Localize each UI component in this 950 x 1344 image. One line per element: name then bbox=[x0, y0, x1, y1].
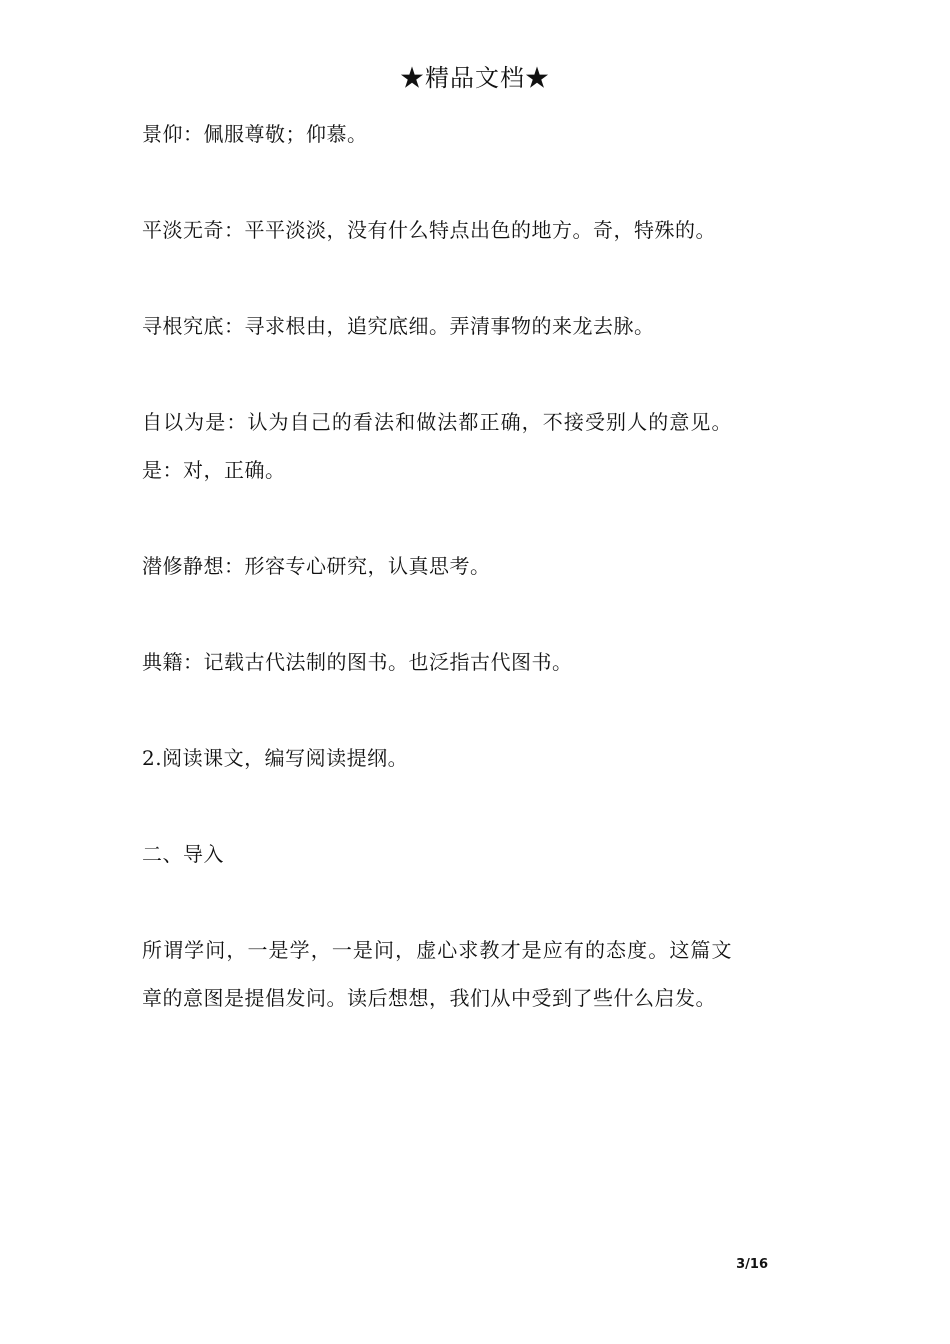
paragraph-xungenjiudi: 寻根究底：寻求根由，追究底细。弄清事物的来龙去脉。 bbox=[142, 314, 655, 338]
document-header-title: ★精品文档★ bbox=[400, 64, 550, 92]
paragraph-ziyiweishi: 自以为是：认为自己的看法和做法都正确，不接受别人的意见。是：对，正确。 bbox=[142, 410, 732, 482]
page-number: 3/16 bbox=[736, 1257, 768, 1272]
section-heading-introduction: 二、导入 bbox=[142, 842, 224, 866]
document-body bbox=[142, 110, 732, 1070]
paragraph-qianxiujingxiang: 潜修静想：形容专心研究，认真思考。 bbox=[142, 554, 491, 578]
paragraph-pingdanwuqi: 平淡无奇：平平淡淡，没有什么特点出色的地方。奇，特殊的。 bbox=[142, 218, 716, 242]
paragraph-jingyang: 景仰：佩服尊敬；仰慕。 bbox=[142, 122, 368, 146]
paragraph-reading-outline: 2.阅读课文，编写阅读提纲。 bbox=[142, 746, 409, 770]
paragraph-introduction-text: 所谓学问，一是学，一是问，虚心求教才是应有的态度。这篇文章的意图是提倡发问。读后想想，我们从中受到了些什么启发。 bbox=[142, 938, 732, 1010]
paragraph-dianji: 典籍：记载古代法制的图书。也泛指古代图书。 bbox=[142, 650, 573, 674]
